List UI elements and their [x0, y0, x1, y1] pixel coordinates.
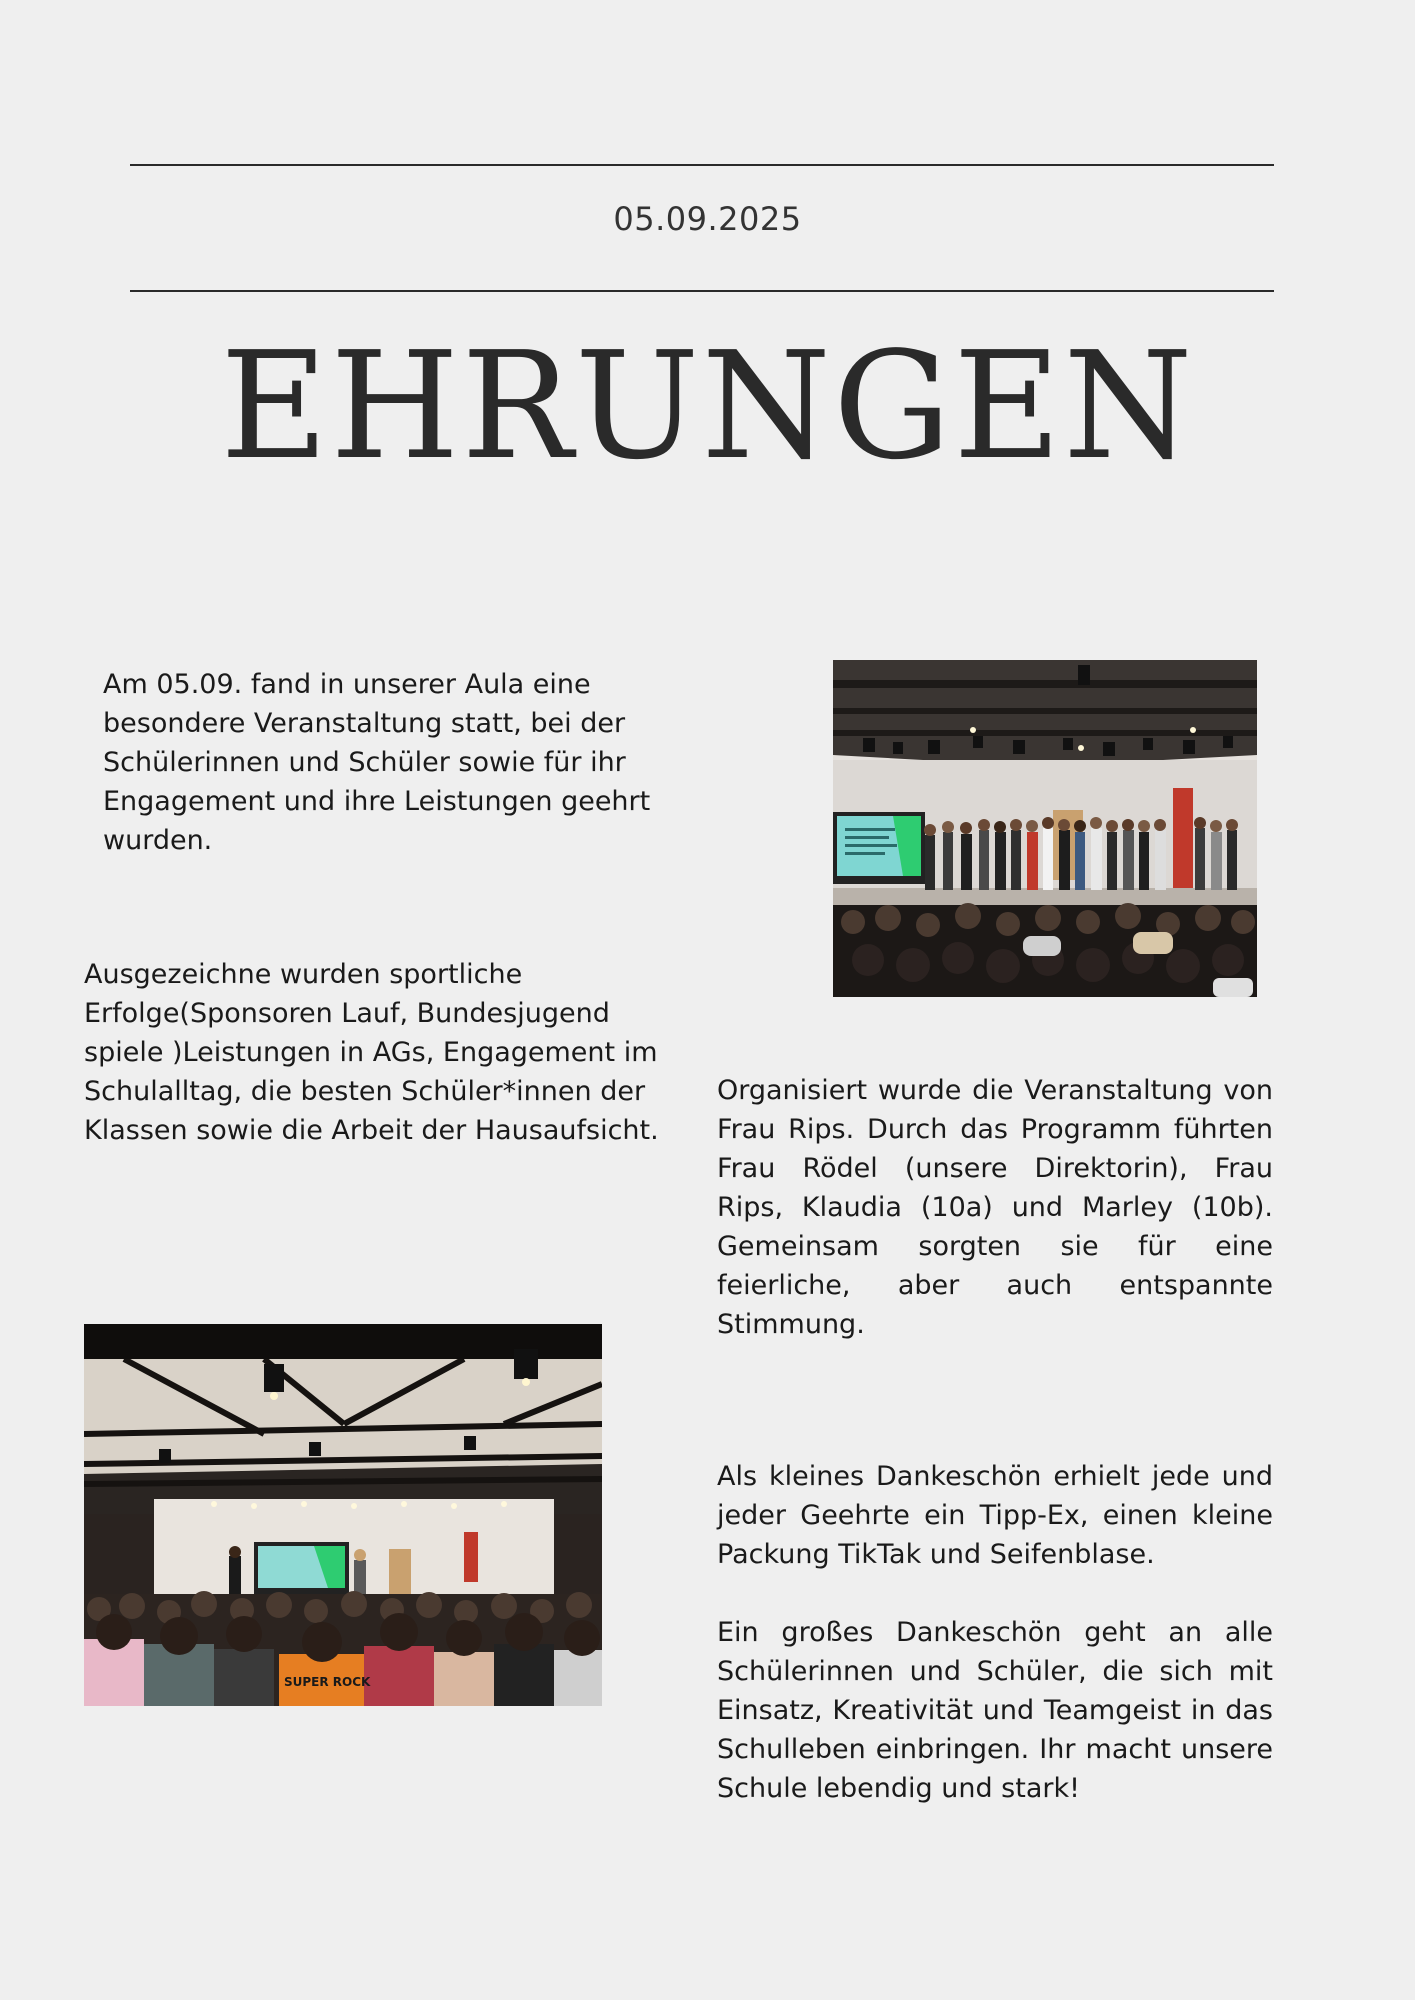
organisation-paragraph: Organisiert wurde die Veranstaltung von Frau Rips. Durch das Programm führten Frau Rödel (unsere Direktorin), Frau Rips, Klaudia (10a) und Marley (10b). Gemeinsam sorgten sie für eine feierliche, aber auch entspannte Stimmung. [717, 1075, 1273, 1340]
hall-photo-image [84, 1324, 602, 1706]
thanks-paragraph: Ein großes Dankeschön geht an alle Schülerinnen und Schüler, die sich mit Einsatz, Kreativität und Teamgeist in das Schulleben einbringen. Ihr macht unsere Schule lebendig und stark! [717, 1617, 1273, 1804]
bottom-divider [130, 290, 1274, 292]
top-divider [130, 164, 1274, 166]
hall-shirt-text: SUPER ROCK [284, 1675, 371, 1689]
awards-paragraph: Ausgezeichne wurden sportliche Erfolge(Sponsoren Lauf, Bundesjugend spiele )Leistungen in AGs, Engagement im Schulalltag, die besten Schüler*innen der Klassen sowie die Arbeit der Hausaufsicht. [84, 959, 659, 1146]
issue-date: 05.09.2025 [613, 200, 802, 238]
stage-photo-image [833, 660, 1257, 997]
page-title: EHRUNGEN [220, 320, 1195, 492]
hall-photo [84, 1324, 602, 1706]
gift-paragraph: Als kleines Dankeschön erhielt jede und jeder Geehrte ein Tipp-Ex, einen kleine Packung TikTak und Seifenblase. [717, 1461, 1273, 1570]
stage-photo [833, 660, 1257, 997]
intro-paragraph: Am 05.09. fand in unserer Aula eine besondere Veranstaltung statt, bei der Schülerinnen und Schüler sowie für ihr Engagement und ihre Leistungen geehrt wurden. [103, 669, 651, 856]
